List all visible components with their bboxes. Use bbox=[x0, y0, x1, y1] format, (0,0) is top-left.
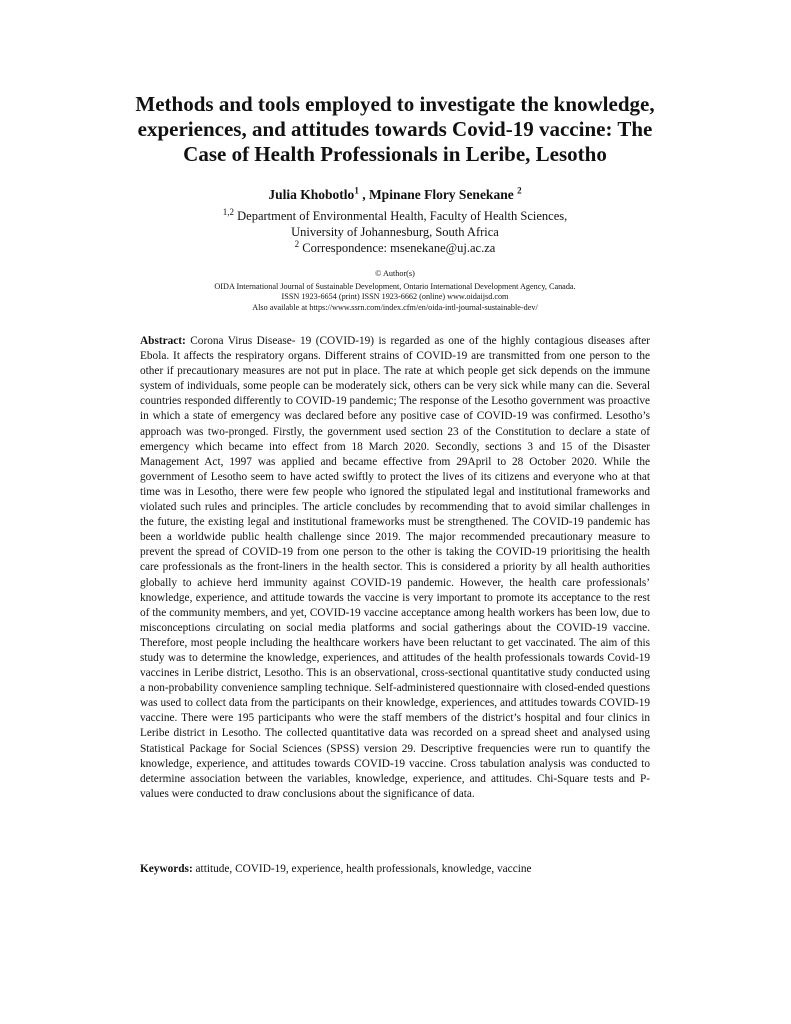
author-1-name: Julia Khobotlo bbox=[268, 187, 355, 202]
keywords bbox=[140, 862, 650, 877]
title-line-2: experiences, and attitudes towards Covid-19 vaccine: The bbox=[137, 117, 653, 141]
keywords-text: attitude, COVID-19, experience, health professionals, knowledge, vaccine bbox=[195, 863, 532, 875]
abstract-text: Corona Virus Disease- 19 (COVID-19) is regarded as one of the highly contagious diseases after Ebola. It affects the respiratory organs. Different strains of COVID-19 are transmitted from one person to the other if precautionary measures are not put in place. The rate at which people get sick depends on the immune system of individuals, some people can be moderately sick, others can be very sick while many can die. Several countries responded differently to COVID-19 pandemic; The response of the Lesotho government was proactive in which a state of emergency was declared before any positive case of COVID-19 was confirmed. Lesotho’s approach was two-pronged. Firstly, the government used section 23 of the Constitution to declare a state of emergency which became into effect from 18 March 2020. Secondly, sections 3 and 15 of the Disaster Management Act, 1997 was applied and became effective from 29April to 28 October 2020. While the government of Lesotho seem to have acted swiftly to protect the lives of its citizens and everyone who at that time was in Lesotho, there were few people who ignored the stipulated legal and institutional frameworks and violated such rules and principles. The article concludes by recommending that to avoid similar challenges in the future, the existing legal and institutional frameworks must be strengthened. The COVID-19 pandemic has been a worldwide public health challenge since 2019. The major recommended precautionary measure to prevent the spread of COVID-19 from one person to the other is taking the COVID-19 prioritising the health care professionals as the front-liners in the health sector. This is considered a priority by all health authorities globally to achieve herd immunity against COVID-19 pandemic. However, the health care professionals’ knowledge, experience, and attitude towards the vaccine is very important to promote its acceptance to the rest of the community members, and yet, COVID-19 vaccine acceptance among health workers has been low, due to misconceptions circulating on social media platforms and social gatherings about the COVID-19 vaccine. Therefore, most people including the healthcare workers have been reluctant to get vaccinated. The aim of this study was to determine the knowledge, experiences, and attitudes of the health professionals towards Covid-19 vaccines in Leribe district, Lesotho. This is an observational, cross-sectional quantitative study conducted using a non-probability convenience sampling technique. Self-administered questionnaire with closed-ended questions was used to collect data from the participants on their knowledge, experiences, and attitudes towards COVID-19 vaccine. There were 195 participants who were the staff members of the district’s hospital and four clinics in Leribe district in Lesotho. The collected quantitative data was recorded on a spread sheet and analysed using Statistical Package for Social Sciences (SPSS) version 29. Descriptive frequencies were run to quantify the knowledge, experience, and attitudes towards COVID-19 vaccine. Cross tabulation analysis was conducted to determine association between the variables, knowledge, experience, and attitudes. Chi-Square tests and P-values were conducted to draw conclusions about the significance of data. bbox=[140, 335, 650, 800]
author-2-name: Mpinane Flory Senekane bbox=[368, 187, 514, 202]
title-line-1: Methods and tools employed to investigate the knowledge, bbox=[135, 92, 655, 116]
paper-title bbox=[95, 92, 695, 167]
affiliation-mark: 1,2 bbox=[222, 206, 234, 217]
correspondence-line bbox=[95, 240, 695, 256]
affiliation-university: University of Johannesburg, South Africa bbox=[291, 225, 499, 239]
journal-name: OIDA International Journal of Sustainable Development, Ontario International Development Agency, Canada. bbox=[214, 281, 576, 291]
copyright-notice: © Author(s) bbox=[375, 269, 415, 278]
correspondence-mark: 2 bbox=[294, 238, 300, 249]
author-1-affil-mark: 1 bbox=[354, 185, 359, 196]
author-separator: , bbox=[358, 187, 369, 202]
correspondence-email: Correspondence: msenekane@uj.ac.za bbox=[302, 241, 496, 255]
keywords-label: Keywords: bbox=[140, 863, 193, 875]
issn-line: ISSN 1923-6654 (print) ISSN 1923-6662 (online) www.oidaijsd.com bbox=[281, 292, 509, 301]
publication-info bbox=[95, 269, 695, 313]
title-line-3: Case of Health Professionals in Leribe, Lesotho bbox=[183, 142, 607, 166]
affiliation-block bbox=[95, 208, 695, 256]
affiliation-department bbox=[95, 208, 695, 224]
author-list bbox=[95, 186, 695, 203]
affiliation-department-text: Department of Environmental Health, Faculty of Health Sciences, bbox=[237, 209, 568, 223]
author-2-affil-mark: 2 bbox=[517, 185, 522, 196]
abstract bbox=[140, 334, 650, 802]
availability-line: Also available at https://www.ssrn.com/index.cfm/en/oida-intl-journal-sustainable-dev/ bbox=[252, 302, 538, 312]
abstract-label: Abstract: bbox=[140, 335, 186, 347]
